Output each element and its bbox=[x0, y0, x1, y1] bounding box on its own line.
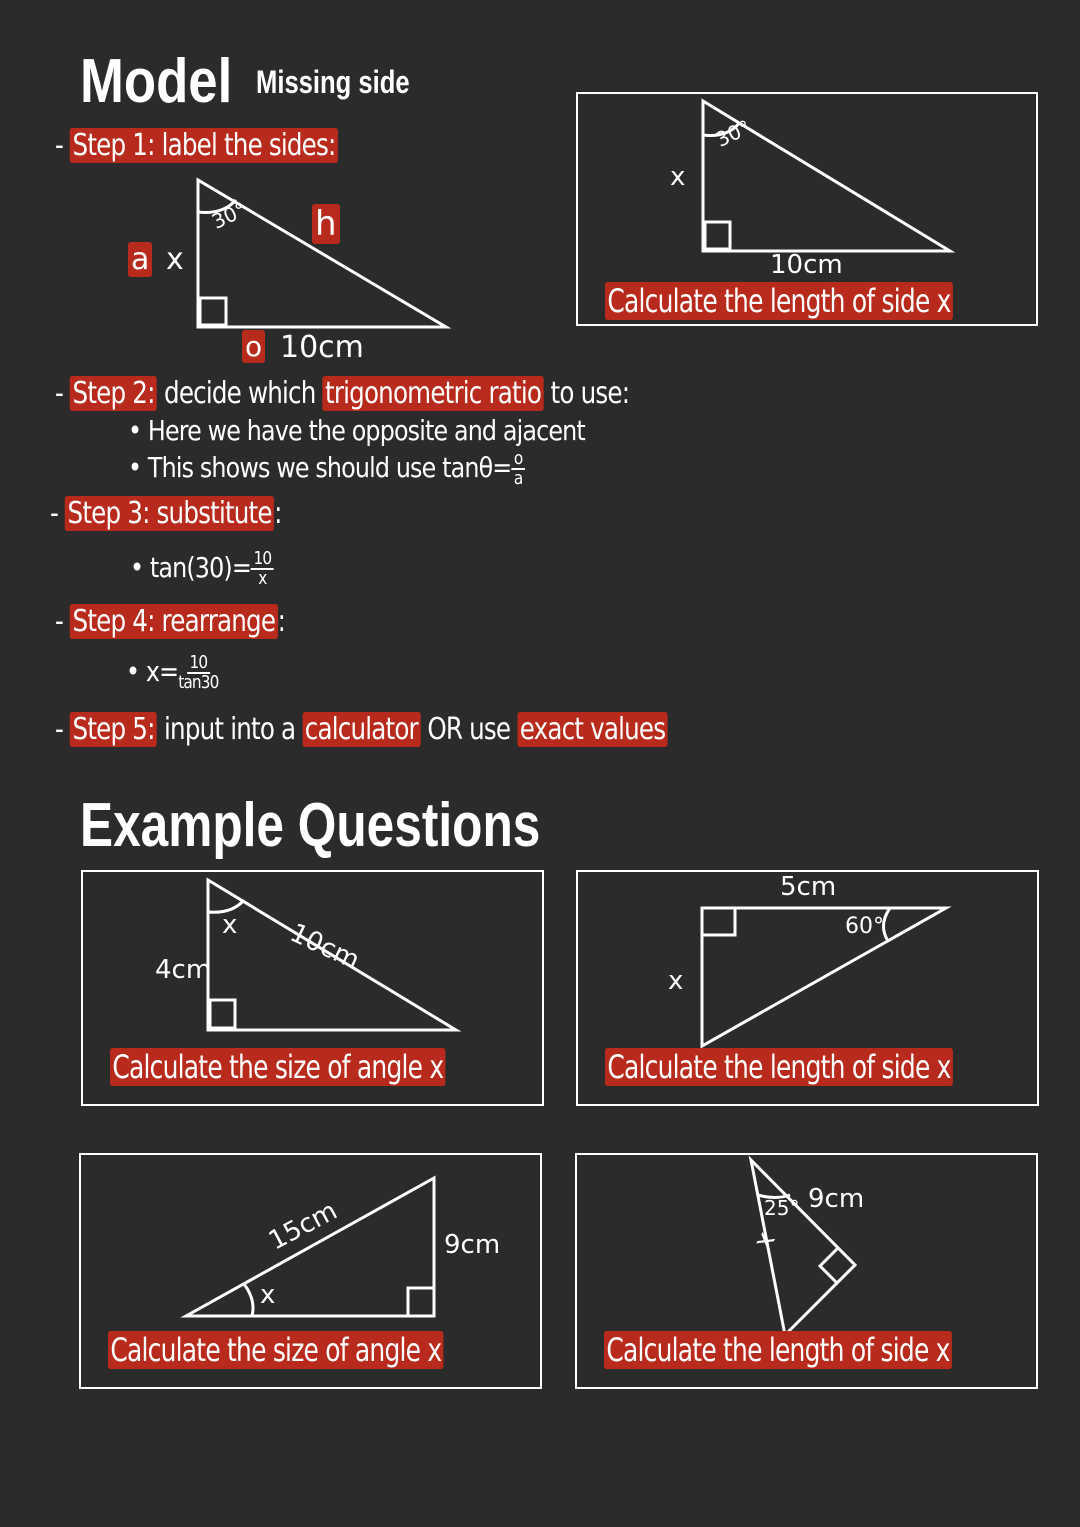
label-o: o bbox=[242, 330, 265, 363]
bullet: • x= $\frac{10}{\tan 30}$ bbox=[126, 652, 219, 693]
step-label: Step 5: bbox=[70, 712, 157, 747]
step-label: Step 4: rearrange bbox=[70, 604, 278, 639]
question-caption: Calculate the size of angle x bbox=[110, 1048, 446, 1086]
page-subtitle: Missing side bbox=[256, 64, 410, 100]
step-label: Step 1: label the sides: bbox=[70, 128, 338, 163]
highlight: calculator bbox=[302, 712, 420, 747]
label-x: x bbox=[166, 242, 184, 277]
label-a: a bbox=[128, 242, 152, 277]
label-hyp: 10cm bbox=[285, 918, 364, 976]
label-angle: 60° bbox=[845, 914, 884, 939]
highlight: trigonometric ratio bbox=[323, 376, 544, 411]
question-caption: Calculate the length of side x bbox=[605, 1048, 953, 1086]
label-x: x bbox=[668, 966, 684, 996]
step-3: - Step 3: substitute: bbox=[50, 496, 282, 531]
step-1: - Step 1: label the sides: bbox=[55, 128, 338, 163]
label-angle: 30° bbox=[712, 115, 755, 152]
label-h: h bbox=[312, 204, 340, 244]
label-side: 4cm bbox=[155, 955, 212, 985]
right-angle-marker bbox=[200, 298, 226, 325]
question-caption: Calculate the size of angle x bbox=[108, 1331, 444, 1369]
label-side: 10cm bbox=[280, 330, 364, 365]
bullet: • tan(30)= $\frac{10}{x}$ bbox=[130, 550, 274, 588]
step-2: - Step 2: decide which trigonometric ratio to use: bbox=[55, 376, 630, 411]
step-5: - Step 5: input into a calculator OR use exact values bbox=[55, 712, 668, 747]
step-4: - Step 4: rearrange: bbox=[55, 604, 286, 639]
step-label: Step 3: substitute bbox=[65, 496, 274, 531]
bullet: • Here we have the opposite and ajacent bbox=[128, 414, 585, 447]
highlight: exact values bbox=[517, 712, 667, 747]
question-caption: Calculate the length of side x bbox=[604, 1331, 952, 1369]
step-label: Step 2: bbox=[70, 376, 157, 411]
label-x: x bbox=[748, 1226, 782, 1255]
label-angle: 30° bbox=[208, 197, 251, 234]
label-x: x bbox=[260, 1280, 276, 1310]
label-x: x bbox=[222, 910, 238, 940]
bullet: • This shows we should use tanθ= $\frac{o}{a}$ bbox=[128, 450, 525, 488]
page-title: Model bbox=[80, 47, 233, 116]
section-title: Example Questions bbox=[80, 791, 541, 860]
label-x: x bbox=[670, 162, 686, 192]
label-side: 5cm bbox=[780, 872, 837, 902]
label-hyp: 15cm bbox=[264, 1195, 343, 1257]
label-angle: 25° bbox=[764, 1196, 800, 1220]
label-side: 10cm bbox=[770, 250, 843, 280]
question-caption: Calculate the length of side x bbox=[605, 282, 953, 320]
label-side: 9cm bbox=[444, 1230, 501, 1260]
label-side: 9cm bbox=[808, 1184, 865, 1214]
